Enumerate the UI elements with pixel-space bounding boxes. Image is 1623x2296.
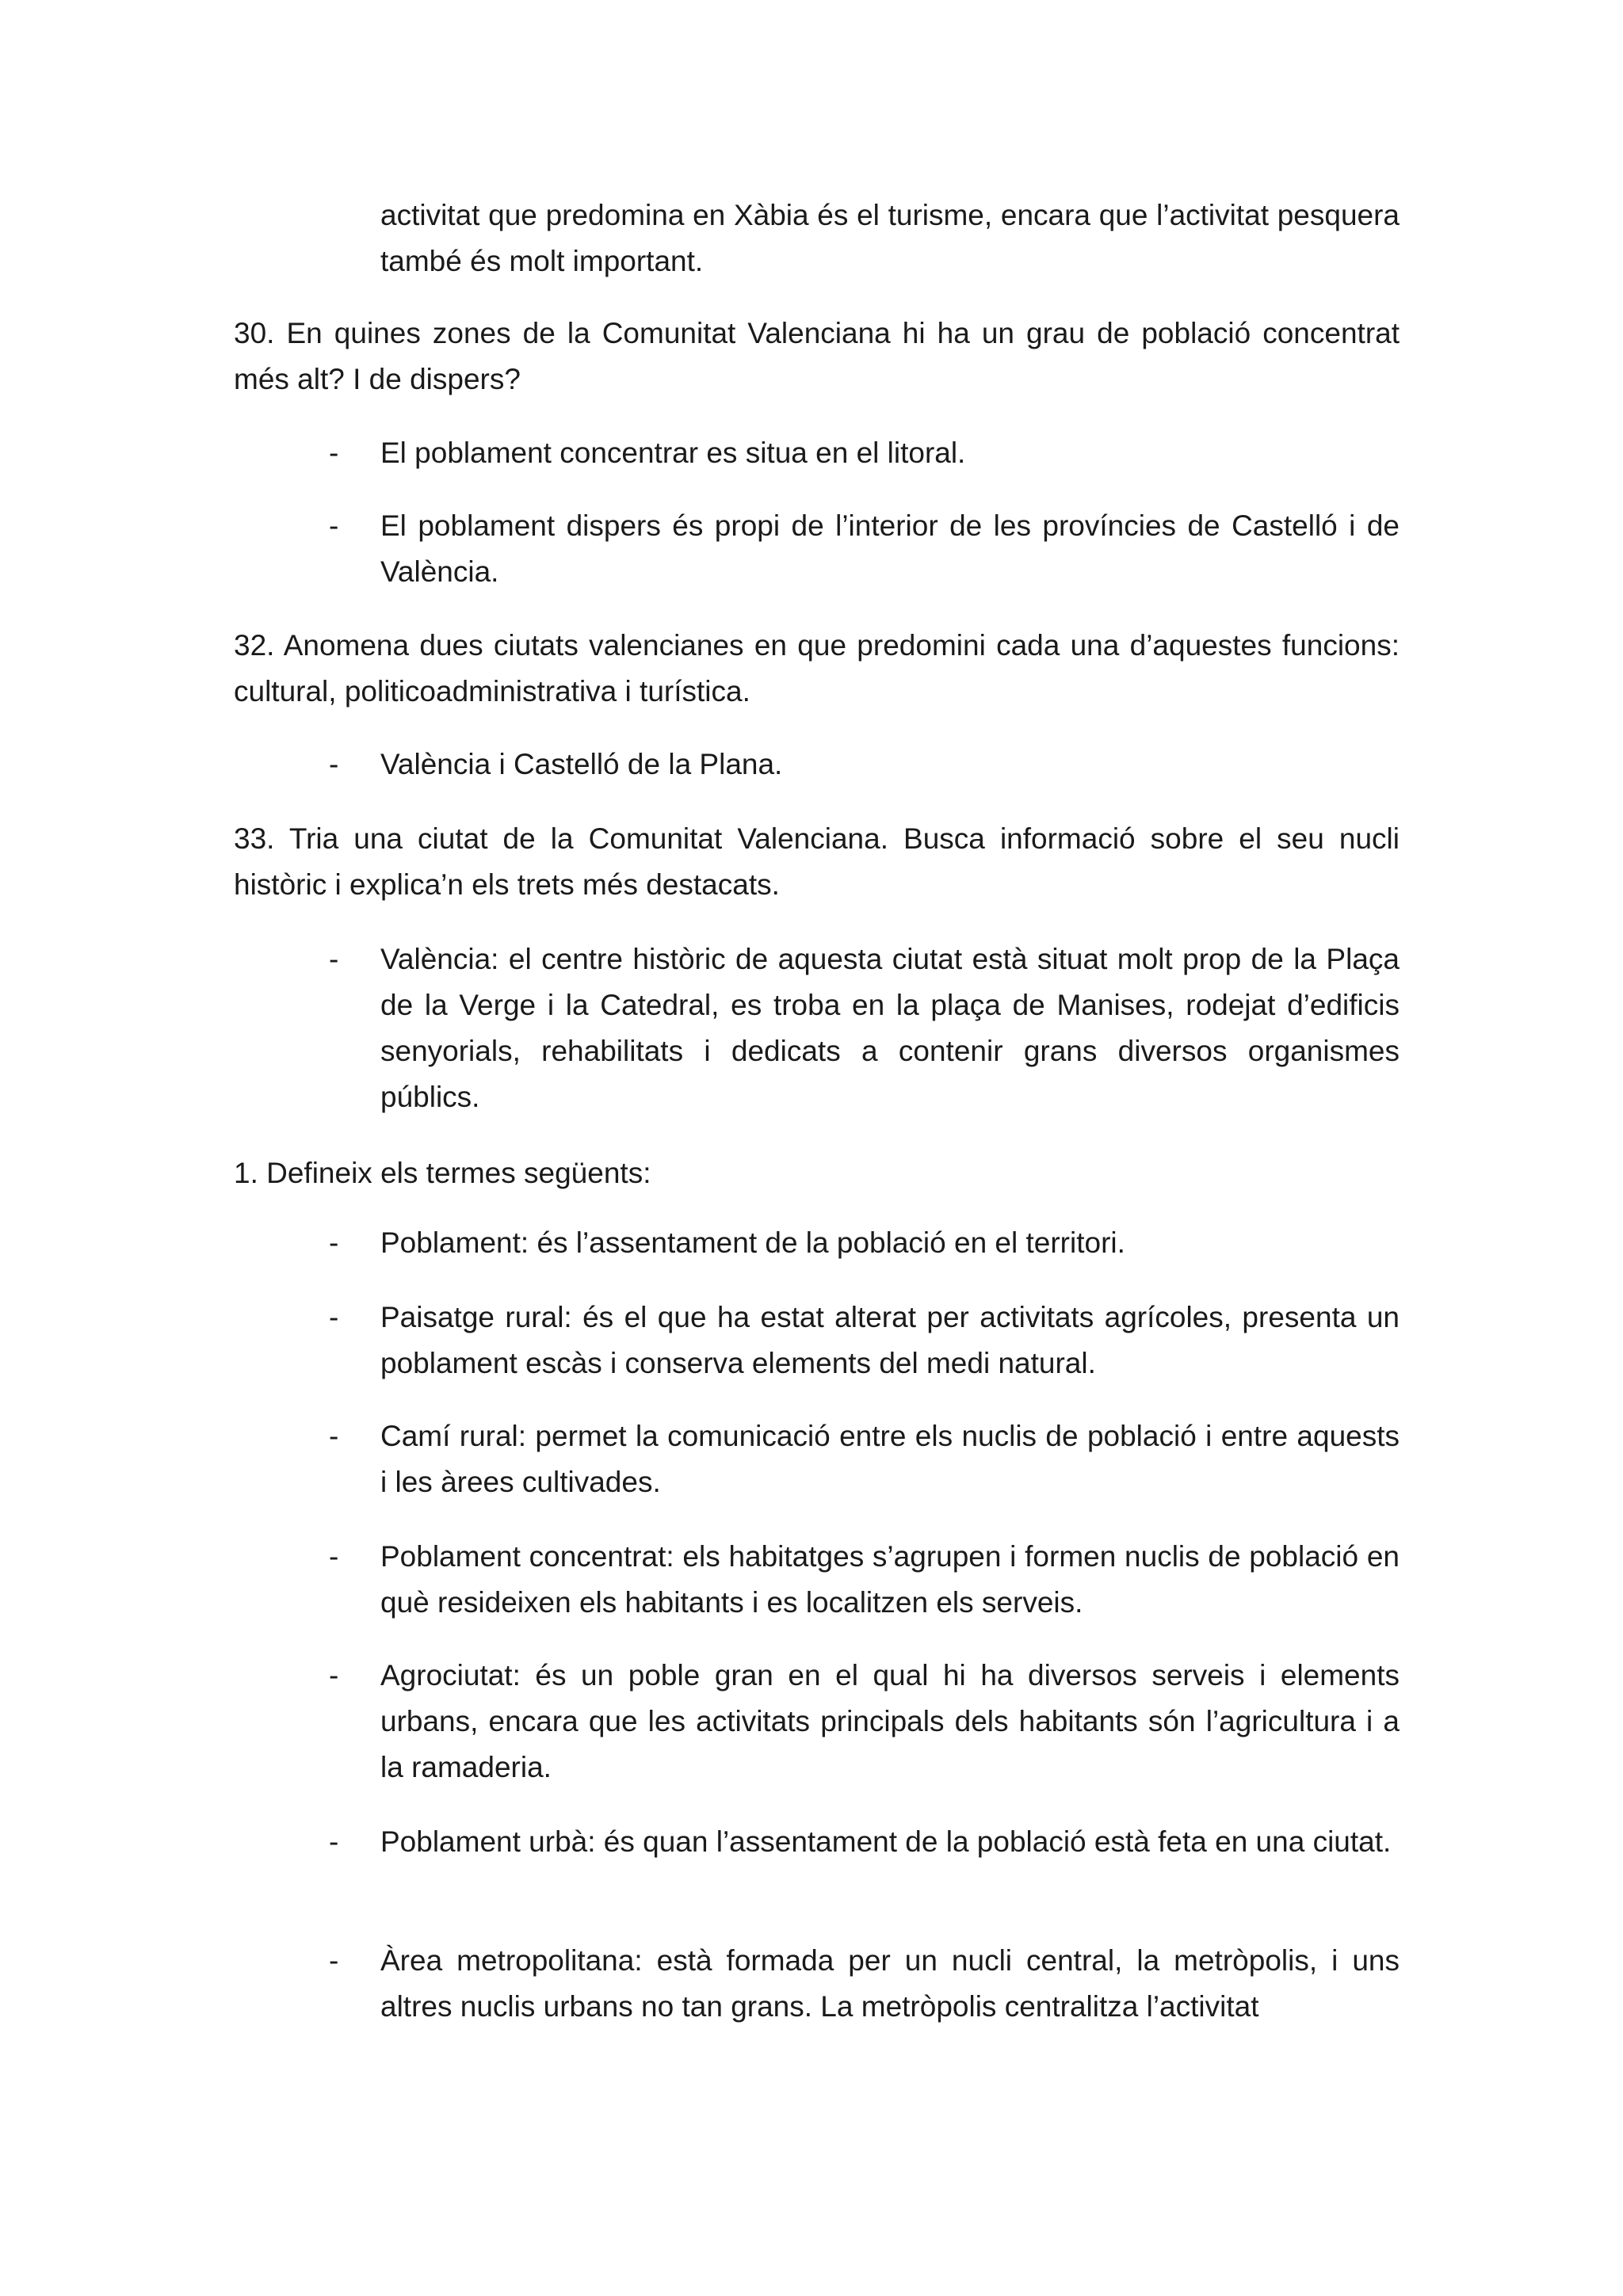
answer-text: Poblament: és l’assentament de la població en el territori. xyxy=(380,1226,1125,1259)
answer-text: Poblament concentrat: els habitatges s’agrupen i formen nuclis de població en què resideixen els habitants i es localitzen els serveis. xyxy=(380,1540,1400,1619)
bullet-dash: - xyxy=(329,1825,339,1858)
answer-text: Paisatge rural: és el que ha estat alterat per activitats agrícoles, presenta un poblament escàs i conserva elements del medi natural. xyxy=(380,1301,1400,1379)
question-33: 33. Tria una ciutat de la Comunitat Valenciana. Busca informació sobre el seu nucli històric i explica’n els trets més destacats. xyxy=(234,822,1400,901)
bullet-dash: - xyxy=(329,1944,339,1977)
answer-text: Àrea metropolitana: està formada per un nucli central, la metròpolis, i uns altres nuclis urbans no tan grans. La metròpolis centralitza l’activitat xyxy=(380,1944,1400,2023)
bullet-dash: - xyxy=(329,1540,339,1573)
bullet-dash: - xyxy=(329,1659,339,1691)
bullet-dash: - xyxy=(329,437,339,469)
question-30: 30. En quines zones de la Comunitat Valenciana hi ha un grau de població concentrat més alt? I de dispers? xyxy=(234,317,1400,395)
bullet-dash: - xyxy=(329,748,339,780)
answer-text: Camí rural: permet la comunicació entre els nuclis de població i entre aquests i les àrees cultivades. xyxy=(380,1420,1400,1498)
answer-text: Agrociutat: és un poble gran en el qual hi ha diversos serveis i elements urbans, encara que les activitats principals dels habitants són l’agricultura i a la ramaderia. xyxy=(380,1659,1400,1783)
bullet-dash: - xyxy=(329,1226,339,1259)
question-32: 32. Anomena dues ciutats valencianes en que predomini cada una d’aquestes funcions: cultural, politicoadministrativa i turística. xyxy=(234,629,1400,707)
answer-text: El poblament concentrar es situa en el litoral. xyxy=(380,437,966,469)
bullet-dash: - xyxy=(329,1301,339,1333)
question-1: 1. Defineix els termes següents: xyxy=(234,1157,651,1189)
bullet-dash: - xyxy=(329,1420,339,1452)
answer-text: València: el centre històric de aquesta ciutat està situat molt prop de la Plaça de la Verge i la Catedral, es troba en la plaça de Manises, rodejat d’edificis senyorials, rehabilitats i dedicats a contenir grans diversos organismes públics. xyxy=(380,943,1400,1113)
bullet-dash: - xyxy=(329,943,339,975)
answer-text: Poblament urbà: és quan l’assentament de la població està feta en una ciutat. xyxy=(380,1825,1392,1858)
answer-text: València i Castelló de la Plana. xyxy=(380,748,783,780)
continuation-paragraph: activitat que predomina en Xàbia és el turisme, encara que l’activitat pesquera també és molt important. xyxy=(380,199,1400,277)
answer-text: El poblament dispers és propi de l’interior de les províncies de Castelló i de València. xyxy=(380,509,1400,588)
bullet-dash: - xyxy=(329,509,339,542)
